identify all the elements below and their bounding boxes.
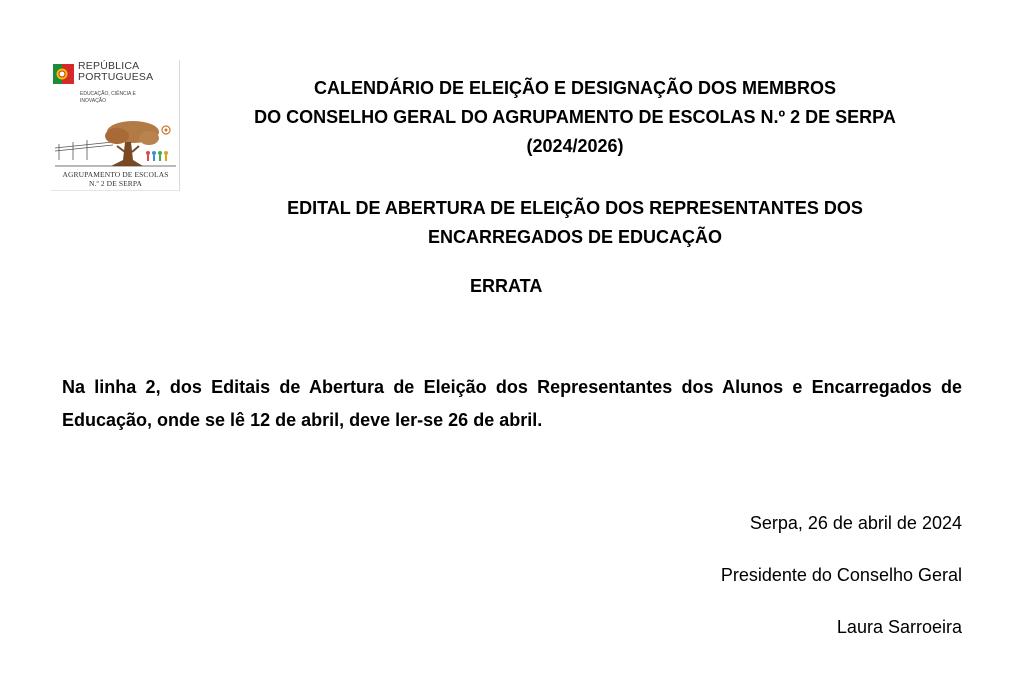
republic-name: REPÚBLICA PORTUGUESA xyxy=(78,60,154,83)
ministry-name: EDUCAÇÃO, CIÊNCIA E INOVAÇÃO xyxy=(80,91,136,104)
signature-place-date: Serpa, 26 de abril de 2024 xyxy=(749,513,962,533)
title-line-2: DO CONSELHO GERAL DO AGRUPAMENTO DE ESCOLAS N.º 2 DE SERPA xyxy=(254,107,896,127)
document-title xyxy=(0,74,1024,161)
errata-heading: ERRATA xyxy=(470,276,543,296)
signature-name: Laura Sarroeira xyxy=(836,617,962,637)
school-name: AGRUPAMENTO DE ESCOLAS N.º 2 DE SERPA xyxy=(62,170,169,188)
title-line-3: (2024/2026) xyxy=(526,136,624,156)
title-line-1: CALENDÁRIO DE ELEIÇÃO E DESIGNAÇÃO DOS MEMBROS xyxy=(313,78,837,98)
edital-line-1: EDITAL DE ABERTURA DE ELEIÇÃO DOS REPRESENTANTES DOS xyxy=(287,198,863,218)
edital-line-2: ENCARREGADOS DE EDUCAÇÃO xyxy=(427,227,723,247)
errata-paragraph: Na linha 2, dos Editais de Abertura de Eleição dos Representantes dos Alunos e Encarregados de Educação, onde se lê 12 de abril, deve ler-se 26 de abril. xyxy=(62,377,962,430)
signature-role: Presidente do Conselho Geral xyxy=(720,565,962,585)
edital-heading xyxy=(0,194,1024,252)
